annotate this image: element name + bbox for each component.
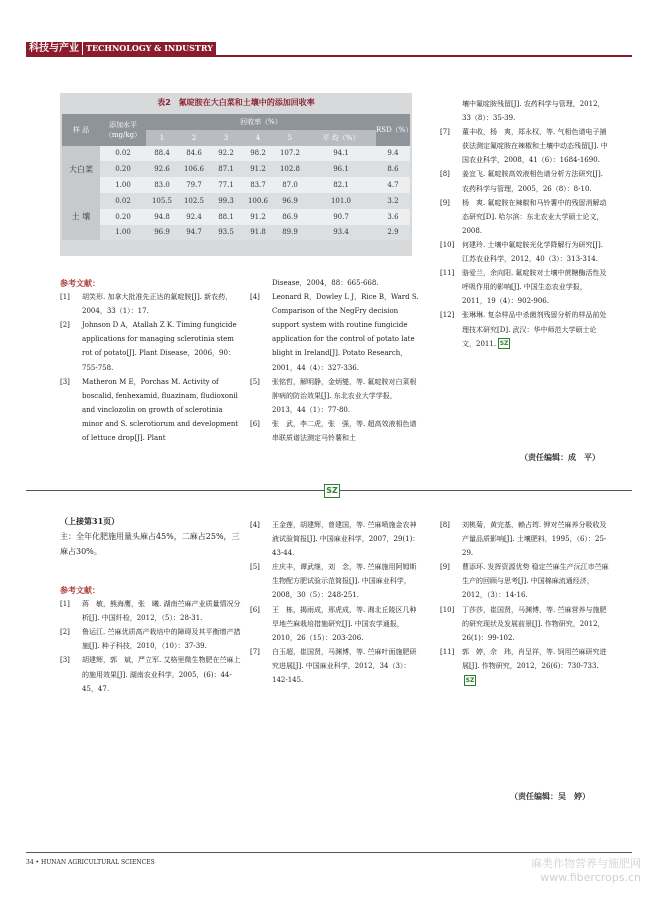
table-cell: 107.2 [274, 146, 306, 162]
table-cell: 91.2 [242, 161, 274, 177]
page-footer: 34 • HUNAN AGRICULTURAL SCIENCES [26, 859, 155, 866]
top-refs-col1 [60, 276, 242, 445]
section-label-en: TECHNOLOGY & INDUSTRY [83, 42, 216, 55]
table-cell: 92.6 [146, 161, 178, 177]
reference-continuation: Disease，2004，88：665-668. [272, 279, 379, 287]
reference-item: [8] 姜宜飞. 氟啶胺高效液相色谱分析方法研究[J]. 农药科学与管理，2005，26（8）：8-10. [440, 170, 603, 193]
reference-item: [10] 丁莎莎，崔国贤，马渊博，等. 苎麻营养与施肥的研究现状及发展前景[J]. 作物研究，2012，26(1)：99-102. [440, 605, 607, 642]
table-cell: 89.9 [274, 225, 306, 241]
table-cell: 3.6 [376, 209, 410, 225]
table-cell: 92.2 [210, 146, 242, 162]
table-cell: 87.0 [274, 177, 306, 193]
table-cell: 91.8 [242, 225, 274, 241]
reference-item: [7] 白玉超，崔国贤，马渊博，等. 苎麻叶面施肥研究进展[J]. 中国麻业科学，2012，34（3）：142-145. [250, 647, 417, 685]
end-mark-icon: SZ [465, 676, 475, 684]
reference-item: [5] 张铭哲，解明静，金炳燮，等. 氟啶胺对白菜根肿病的防治效果[J]. 东北农业大学学报，2013，44（1）：77-80. [250, 377, 417, 414]
col-header-sample: 样 品 [62, 114, 100, 146]
table-cell: 94.8 [146, 209, 178, 225]
reference-item: [7] 董丰收，杨 爽，郑永权，等. 气相色谱电子捕获法测定氟啶胺在辣椒和土壤中动态残留[J]. 中国农业科学，2008，41（6）：1684-1690. [440, 128, 608, 165]
journal-logo-icon: SZ [324, 484, 340, 498]
reference-item: [8] 刘桃菊，黄完基，赖占筠. 钾对苎麻养分吸收及产量品质影响[J]. 土壤肥料，1995，（6）：25-29. [440, 521, 607, 558]
section-header [26, 42, 240, 55]
footer-rule [26, 852, 632, 853]
reference-item: [10] 何建玲. 土壤中氟啶胺光化学降解行为研究[J]. 江苏农业科学，2012，40（3）：313-314. [440, 240, 603, 264]
subheader: 5 [274, 130, 306, 146]
reference-item: [9] 杨 爽. 氟啶胺在辣椒和马铃薯中的残留消解动态研究[D]. 哈尔滨：东北农业大学硕士论文，2008. [440, 198, 607, 235]
reference-item: [3] 胡建辉，郭 斌，严立军. 艾格里微生物肥在苎麻上的施用效果[J]. 湖南农业科学，2005，(6)：44-45，47. [60, 656, 241, 693]
bottom-refs-col1 [60, 583, 242, 696]
reference-item: [4] 王金莲，胡建辉，曾建国，等. 苎麻喷施金农神液试验简报[J]. 中国麻业科学，2007，29(1)：43-44. [250, 521, 420, 558]
table-cell: 79.7 [178, 177, 210, 193]
top-refs-col3 [440, 97, 610, 351]
table-cell: 96.9 [146, 225, 178, 241]
continuation-text: 主：全年化肥施用量头麻占45%，二麻占25%，三麻占30%。 [60, 532, 240, 556]
reference-item: [6] 王 栋，揭雨成，邢虎成，等. 湘北丘陵区几种旱地苎麻栽培措施研究[J]. 中国农学通报，2010，26（15）：203-206. [250, 605, 417, 642]
table-cell: 4.7 [376, 177, 410, 193]
reference-item: [4] Leonard R，Dowley L J，Rice B，Ward S. Comparison of the NegFry decision support system with routine fungicide application for the control of potato late blight in Ireland[J]. Potato Research，2001，44（4）：327-336. [250, 293, 419, 372]
table-cell: 96.1 [306, 161, 376, 177]
table-caption: 表2 氟啶胺在大白菜和土壤中的添加回收率 [157, 98, 315, 107]
table-cell: 0.20 [100, 161, 146, 177]
table-cell: 96.9 [274, 193, 306, 209]
group-label: 大白菜 [62, 146, 100, 193]
table-cell: 94.7 [178, 225, 210, 241]
table-cell: 90.7 [306, 209, 376, 225]
watermark-cn: 麻类作物营养与施肥网 [531, 857, 641, 870]
table-cell: 82.1 [306, 177, 376, 193]
table-cell: 84.6 [178, 146, 210, 162]
reference-item: [5] 庄庆丰，谭武继，刘 念，等. 苎麻施用阿姆斯生物配方肥试验示范简报[J]. 中国麻业科学，2008，30（5）：248-251. [250, 563, 417, 600]
table-cell: 87.1 [210, 161, 242, 177]
table-cell: 1.00 [100, 177, 146, 193]
end-mark-icon: SZ [499, 340, 509, 348]
table-cell: 91.2 [242, 209, 274, 225]
table-cell: 86.9 [274, 209, 306, 225]
reference-item: [11] 骆爱兰，余向阳. 氟啶胺对土壤中蔗糖酶活性及呼吸作用的影响[J]. 中国生态农业学报，2011，19（4）：902-906. [440, 269, 607, 306]
reference-item: [2] 鲁运江. 苎麻优质高产栽培中的障碍及其平衡增产措施[J]. 种子科技，2010，（10）：37-39. [60, 628, 241, 651]
table-cell: 98.2 [242, 146, 274, 162]
table-cell: 1.00 [100, 225, 146, 241]
reference-continuation: 壤中氟啶胺残留[J]. 农药科学与管理，2012，33（8）：35-39. [462, 100, 605, 123]
reference-item: [3] Matheron M E，Porchas M. Activity of boscalid, fenhexamid, fluazinam, fludioxonil and vinclozolin on growth of sclerotinia minor and S. sclerotiorum and development of lettuce drop[J]. Plant [60, 377, 239, 443]
table-cell: 102.5 [178, 193, 210, 209]
table-cell: 9.4 [376, 146, 410, 162]
reference-item: [9] 曹添环. 发挥资源优势 稳定苎麻生产沅江市苎麻生产的回顾与思考[J]. 中国棉麻流通经济，2012，（3）：14-16. [440, 563, 609, 600]
table-cell: 0.02 [100, 193, 146, 209]
table-cell: 106.6 [178, 161, 210, 177]
table-cell: 92.4 [178, 209, 210, 225]
subheader: 3 [210, 130, 242, 146]
table-cell: 3.2 [376, 193, 410, 209]
reference-item: [6] 张 武，李二虎，张 强，等. 超高效液相色谱串联质谱法测定马铃薯和土 [250, 419, 417, 443]
continued-from-label: （上接第31页） [60, 516, 120, 526]
subheader: 平 均（%） [306, 130, 376, 146]
col-header-recovery: 回收率（%） [146, 114, 376, 130]
table-cell: 102.8 [274, 161, 306, 177]
watermark-url: www.fibercrops.cn [540, 871, 641, 884]
table-cell: 100.6 [242, 193, 274, 209]
header-rule [26, 55, 632, 57]
table-cell: 99.3 [210, 193, 242, 209]
references-heading: 参考文献： [60, 278, 100, 288]
table-cell: 88.4 [146, 146, 178, 162]
continuation-block [60, 514, 242, 559]
reference-item: [2] Johnson D A，Atallah Z K. Timing fungicide applications for managing sclerotinia stem rot of potato[J]. Plant Disease，2006，90：755-758. [60, 321, 237, 372]
reference-item: [11] 郭 婷，佘 玮，肖呈祥，等. 饲用苎麻研究进展[J]. 作物研究，2012，26(6)：730-733.SZ [440, 647, 607, 684]
bottom-refs-col3 [440, 518, 610, 687]
reference-item: [12] 张琳琳. 复杂样品中杀菌剂残留分析的样品前处理技术研究[D]. 武汉：华中师范大学硕士论文，2011. SZ [440, 311, 607, 348]
editor-credit: （责任编辑：吴 婷） [510, 792, 590, 801]
table-cell: 101.0 [306, 193, 376, 209]
bottom-refs-col2 [250, 518, 422, 687]
table-cell: 94.1 [306, 146, 376, 162]
table-cell: 93.5 [210, 225, 242, 241]
table-cell: 83.7 [242, 177, 274, 193]
table-cell: 0.20 [100, 209, 146, 225]
watermark [531, 857, 641, 885]
reference-item: [1] 蒋 敏，熊海鹰，张 曦. 湖南苎麻产业质量情况分析[J]. 中国纤检，2012，（5）：28-31. [60, 600, 241, 623]
table-cell: 83.0 [146, 177, 178, 193]
section-label-cn: 科技与产业 [26, 42, 82, 55]
col-header-level: 添加水平（mg/kg） [100, 114, 146, 146]
col-header-rsd: RSD（%） [376, 114, 410, 146]
table-cell: 2.9 [376, 225, 410, 241]
table-cell: 0.02 [100, 146, 146, 162]
table-cell: 88.1 [210, 209, 242, 225]
top-refs-col2 [250, 276, 420, 445]
subheader: 1 [146, 130, 178, 146]
table-cell: 8.6 [376, 161, 410, 177]
table-cell: 77.1 [210, 177, 242, 193]
group-label: 土 壤 [62, 193, 100, 240]
recovery-table [62, 114, 413, 240]
subheader: 4 [242, 130, 274, 146]
table-cell: 93.4 [306, 225, 376, 241]
editor-credit: （责任编辑：成 平） [520, 453, 600, 462]
references-heading: 参考文献： [60, 585, 100, 595]
table-cell: 105.5 [146, 193, 178, 209]
subheader: 2 [178, 130, 210, 146]
reference-item: [1] 胡笑形. 加拿大批准先正达的氟啶胺[J]. 新农药，2004，33（1）：17. [60, 293, 233, 316]
